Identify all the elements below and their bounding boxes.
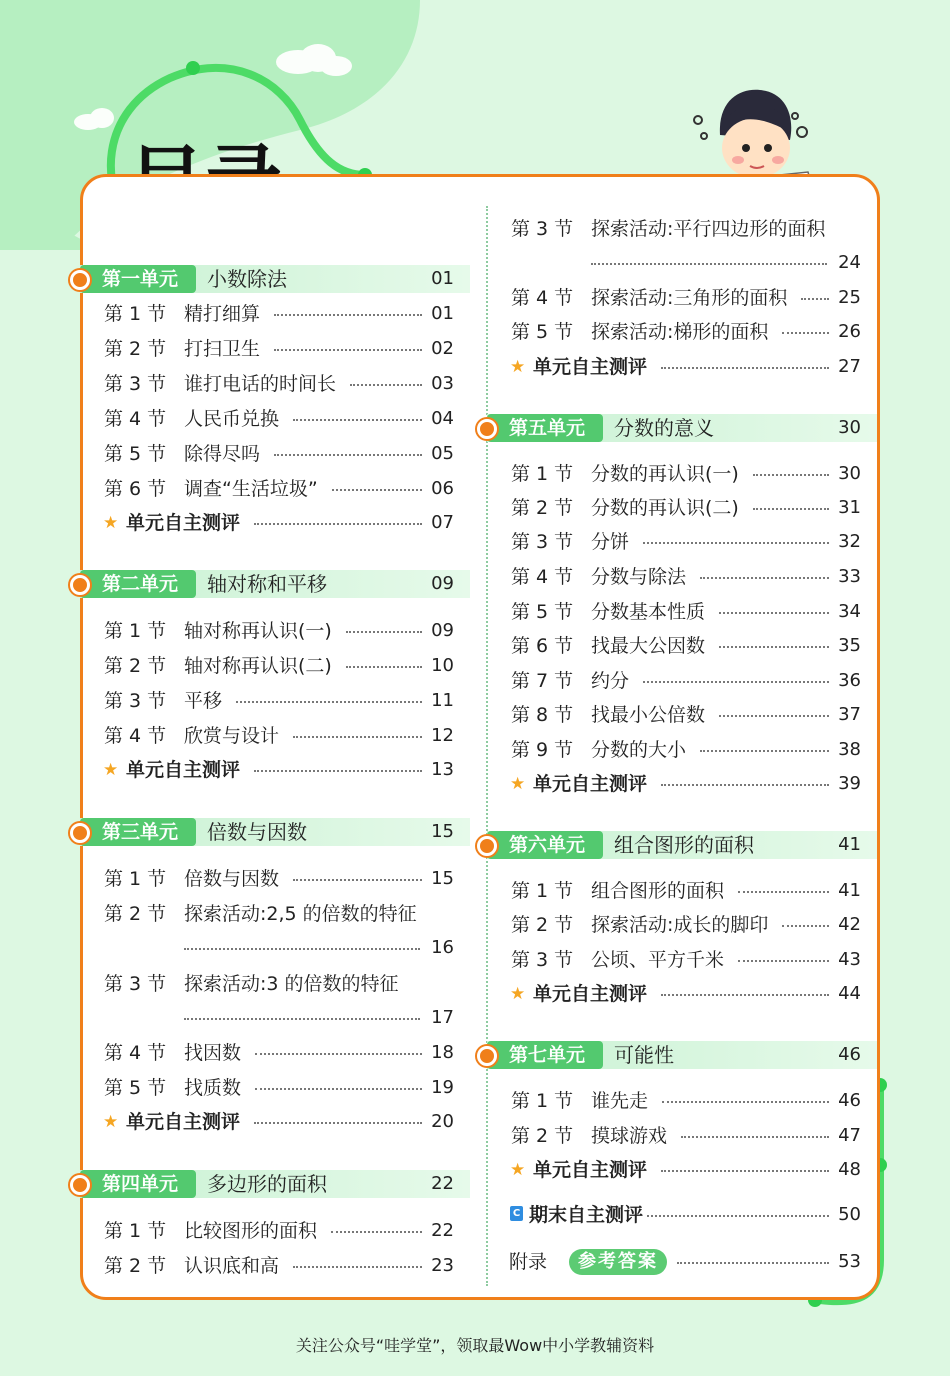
leader-dots xyxy=(801,298,829,300)
appendix-entry[interactable] xyxy=(477,1247,877,1277)
page-number: 16 xyxy=(431,937,454,958)
section-entry[interactable] xyxy=(70,1251,470,1281)
section-title: 倍数与因数 xyxy=(184,868,280,890)
section-entry[interactable] xyxy=(70,651,470,681)
leader-dots xyxy=(661,784,829,786)
section-title: 精打细算 xyxy=(184,303,261,325)
section-label: 第 2 节 xyxy=(104,655,167,677)
unit-header[interactable] xyxy=(70,817,470,847)
leader-dots xyxy=(346,631,422,633)
page-number: 20 xyxy=(431,1111,454,1132)
section-entry[interactable] xyxy=(70,899,470,958)
unit-marker-icon xyxy=(70,270,90,290)
section-label: 第 9 节 xyxy=(511,739,574,761)
page-number: 22 xyxy=(431,1220,454,1241)
page-number: 36 xyxy=(838,670,861,691)
section-entry[interactable] xyxy=(70,1073,470,1103)
section-title: 摸球游戏 xyxy=(591,1125,668,1147)
leader-dots xyxy=(753,508,829,510)
unit-header[interactable] xyxy=(70,569,470,599)
page-number: 34 xyxy=(838,601,861,622)
section-entry[interactable] xyxy=(477,597,877,627)
unit-review-entry[interactable] xyxy=(477,979,877,1009)
unit-review-entry[interactable] xyxy=(70,755,470,785)
unit-label: 第一单元 xyxy=(102,268,179,290)
section-entry[interactable] xyxy=(70,686,470,716)
page-number: 41 xyxy=(838,880,861,901)
page-number: 35 xyxy=(838,635,861,656)
page-number: 11 xyxy=(431,690,454,711)
section-title: 比较图形的面积 xyxy=(184,1220,318,1242)
page-number: 33 xyxy=(838,566,861,587)
section-label: 第 1 节 xyxy=(104,303,167,325)
section-label: 第 7 节 xyxy=(511,670,574,692)
page-number: 02 xyxy=(431,338,454,359)
unit-header[interactable] xyxy=(477,413,877,443)
page-number: 22 xyxy=(431,1173,454,1194)
page-number: 50 xyxy=(838,1204,861,1225)
page-number: 42 xyxy=(838,914,861,935)
page-number: 23 xyxy=(431,1255,454,1276)
section-title: 认识底和高 xyxy=(184,1255,280,1277)
section-label: 第 2 节 xyxy=(511,914,574,936)
page-number: 24 xyxy=(838,252,861,273)
page-number: 13 xyxy=(431,759,454,780)
page-number: 12 xyxy=(431,725,454,746)
section-entry[interactable] xyxy=(70,1038,470,1068)
leader-dots xyxy=(753,474,829,476)
section-entry[interactable] xyxy=(70,616,470,646)
section-title: 找因数 xyxy=(184,1042,242,1064)
leader-dots xyxy=(332,489,422,491)
page-number: 01 xyxy=(431,268,454,289)
section-label: 第 2 节 xyxy=(511,497,574,519)
section-label: 第 3 节 xyxy=(511,531,574,553)
section-title: 谁先走 xyxy=(591,1090,649,1112)
page-number: 37 xyxy=(838,704,861,725)
leader-dots xyxy=(738,960,829,962)
unit-title: 可能性 xyxy=(614,1043,674,1067)
appendix-label: 附录 xyxy=(509,1251,548,1273)
page-number: 38 xyxy=(838,739,861,760)
leader-dots xyxy=(293,419,422,421)
unit-review-entry[interactable] xyxy=(477,352,877,382)
page-number: 04 xyxy=(431,408,454,429)
review-title: 单元自主测评 xyxy=(126,1111,241,1133)
page-number: 43 xyxy=(838,949,861,970)
section-label: 第 4 节 xyxy=(511,566,574,588)
leader-dots xyxy=(591,263,827,265)
leader-dots xyxy=(677,1262,829,1264)
section-label: 第 1 节 xyxy=(511,463,574,485)
leader-dots xyxy=(661,367,829,369)
page-number: 53 xyxy=(838,1251,861,1272)
unit-label: 第五单元 xyxy=(509,417,586,439)
section-entry[interactable] xyxy=(477,214,877,273)
leader-dots xyxy=(254,770,422,772)
section-title: 探索活动:梯形的面积 xyxy=(591,321,769,343)
section-title: 分数的再认识(二) xyxy=(591,497,739,519)
unit-review-entry[interactable] xyxy=(70,508,470,538)
page-number: 10 xyxy=(431,655,454,676)
answers-chip: 参考答案 xyxy=(569,1249,667,1275)
unit-title: 小数除法 xyxy=(207,267,287,291)
section-label: 第 3 节 xyxy=(104,373,167,395)
section-entry[interactable] xyxy=(70,334,470,364)
section-label: 第 1 节 xyxy=(104,1220,167,1242)
leader-dots xyxy=(662,1101,829,1103)
section-title: 找质数 xyxy=(184,1077,242,1099)
leader-dots xyxy=(274,349,422,351)
section-title: 分数基本性质 xyxy=(591,601,706,623)
unit-marker-icon xyxy=(477,419,497,439)
section-entry[interactable] xyxy=(477,876,877,906)
page-number: 18 xyxy=(431,1042,454,1063)
leader-dots xyxy=(255,1053,422,1055)
unit-title: 分数的意义 xyxy=(614,416,714,440)
star-icon: ★ xyxy=(103,1112,119,1132)
final-review-entry[interactable] xyxy=(477,1200,877,1230)
section-title: 分数的大小 xyxy=(591,739,687,761)
footer-note: 关注公众号“哇学堂”，领取最Wow中小学教辅资料 xyxy=(295,1336,655,1355)
section-label: 第 4 节 xyxy=(104,725,167,747)
section-label: 第 5 节 xyxy=(511,321,574,343)
section-title: 找最大公因数 xyxy=(591,635,706,657)
unit-marker-icon xyxy=(477,836,497,856)
section-entry[interactable] xyxy=(70,299,470,329)
review-title: 单元自主测评 xyxy=(533,983,648,1005)
leader-dots xyxy=(274,454,422,456)
leader-dots xyxy=(254,1122,422,1124)
section-entry[interactable] xyxy=(477,493,877,523)
leader-dots xyxy=(346,666,422,668)
page-number: 15 xyxy=(431,821,454,842)
section-entry[interactable] xyxy=(477,1121,877,1151)
section-label: 第 2 节 xyxy=(104,903,167,925)
unit-review-entry[interactable] xyxy=(477,1155,877,1185)
page-number: 30 xyxy=(838,417,861,438)
section-label: 第 1 节 xyxy=(511,1090,574,1112)
leader-dots xyxy=(236,701,422,703)
page-number: 44 xyxy=(838,983,861,1004)
section-entry[interactable] xyxy=(70,721,470,751)
leader-dots xyxy=(700,577,829,579)
leader-dots xyxy=(643,542,829,544)
section-title: 约分 xyxy=(591,670,630,692)
section-entry[interactable] xyxy=(477,1086,877,1116)
page-number: 25 xyxy=(838,287,861,308)
section-entry[interactable] xyxy=(477,562,877,592)
leader-dots xyxy=(255,1088,422,1090)
unit-header[interactable] xyxy=(477,1040,877,1070)
section-label: 第 6 节 xyxy=(104,478,167,500)
page-number: 19 xyxy=(431,1077,454,1098)
unit-review-entry[interactable] xyxy=(477,769,877,799)
section-label: 第 4 节 xyxy=(511,287,574,309)
section-entry[interactable] xyxy=(477,317,877,347)
unit-title: 轴对称和平移 xyxy=(207,572,327,596)
section-title: 谁打电话的时间长 xyxy=(184,373,337,395)
section-label: 第 5 节 xyxy=(104,443,167,465)
section-title: 打扫卫生 xyxy=(184,338,261,360)
exam-badge-icon: C xyxy=(510,1206,523,1221)
section-title: 调查“生活垃圾” xyxy=(184,478,318,500)
unit-header[interactable] xyxy=(70,1169,470,1199)
section-entry[interactable] xyxy=(477,631,877,661)
section-title: 欣赏与设计 xyxy=(184,725,280,747)
star-icon: ★ xyxy=(510,357,526,377)
leader-dots xyxy=(782,925,829,927)
section-label: 第 2 节 xyxy=(104,338,167,360)
section-label: 第 3 节 xyxy=(511,949,574,971)
page-number: 46 xyxy=(838,1090,861,1111)
unit-marker-icon xyxy=(477,1046,497,1066)
page-number: 09 xyxy=(431,620,454,641)
leader-dots xyxy=(647,1215,829,1217)
section-entry[interactable] xyxy=(477,700,877,730)
unit-title: 多边形的面积 xyxy=(207,1172,327,1196)
section-title: 探索活动:三角形的面积 xyxy=(591,287,788,309)
leader-dots xyxy=(681,1136,829,1138)
section-label: 第 1 节 xyxy=(104,620,167,642)
leader-dots xyxy=(254,523,422,525)
review-title: 单元自主测评 xyxy=(126,759,241,781)
unit-label: 第二单元 xyxy=(102,573,179,595)
section-title: 探索活动:成长的脚印 xyxy=(591,914,769,936)
star-icon: ★ xyxy=(103,513,119,533)
page-number: 06 xyxy=(431,478,454,499)
page-number: 41 xyxy=(838,834,861,855)
leader-dots xyxy=(719,612,829,614)
unit-marker-icon xyxy=(70,1175,90,1195)
unit-label: 第七单元 xyxy=(509,1044,586,1066)
leader-dots xyxy=(661,994,829,996)
leader-dots xyxy=(331,1231,422,1233)
section-title: 分数与除法 xyxy=(591,566,687,588)
star-icon: ★ xyxy=(510,1160,526,1180)
section-label: 第 8 节 xyxy=(511,704,574,726)
section-title: 轴对称再认识(二) xyxy=(184,655,332,677)
section-entry[interactable] xyxy=(477,666,877,696)
page-number: 01 xyxy=(431,303,454,324)
section-title: 分饼 xyxy=(591,531,630,553)
leader-dots xyxy=(293,879,422,881)
leader-dots xyxy=(661,1170,829,1172)
section-entry[interactable] xyxy=(70,439,470,469)
section-title: 探索活动:平行四边形的面积 xyxy=(591,218,826,240)
final-review-title: 期末自主测评 xyxy=(529,1204,644,1226)
leader-dots xyxy=(700,750,829,752)
unit-header[interactable] xyxy=(70,264,470,294)
review-title: 单元自主测评 xyxy=(126,512,241,534)
page-number: 07 xyxy=(431,512,454,533)
unit-label: 第四单元 xyxy=(102,1173,179,1195)
leader-dots xyxy=(274,314,422,316)
unit-review-entry[interactable] xyxy=(70,1107,470,1137)
unit-title: 组合图形的面积 xyxy=(614,833,754,857)
section-label: 第 3 节 xyxy=(511,218,574,240)
unit-header[interactable] xyxy=(477,830,877,860)
section-label: 第 3 节 xyxy=(104,973,167,995)
section-entry[interactable] xyxy=(70,969,470,1028)
unit-label: 第六单元 xyxy=(509,834,586,856)
section-title: 探索活动:2,5 的倍数的特征 xyxy=(184,903,417,925)
page-number: 31 xyxy=(838,497,861,518)
leader-dots xyxy=(184,1018,420,1020)
page-number: 05 xyxy=(431,443,454,464)
section-entry[interactable] xyxy=(477,910,877,940)
section-entry[interactable] xyxy=(477,527,877,557)
page-number: 46 xyxy=(838,1044,861,1065)
page-number: 17 xyxy=(431,1007,454,1028)
section-label: 第 1 节 xyxy=(511,880,574,902)
section-entry[interactable] xyxy=(70,369,470,399)
section-title: 除得尽吗 xyxy=(184,443,261,465)
leader-dots xyxy=(293,1266,422,1268)
section-label: 第 2 节 xyxy=(104,1255,167,1277)
star-icon: ★ xyxy=(510,774,526,794)
section-entry[interactable] xyxy=(70,404,470,434)
section-label: 第 2 节 xyxy=(511,1125,574,1147)
leader-dots xyxy=(782,332,829,334)
page-number: 15 xyxy=(431,868,454,889)
section-title: 人民币兑换 xyxy=(184,408,280,430)
section-title: 平移 xyxy=(184,690,223,712)
leader-dots xyxy=(738,891,829,893)
section-entry[interactable] xyxy=(70,864,470,894)
section-label: 第 5 节 xyxy=(104,1077,167,1099)
section-entry[interactable] xyxy=(477,945,877,975)
star-icon: ★ xyxy=(510,984,526,1004)
section-entry[interactable] xyxy=(70,474,470,504)
section-label: 第 5 节 xyxy=(511,601,574,623)
review-title: 单元自主测评 xyxy=(533,356,648,378)
leader-dots xyxy=(643,681,829,683)
page-number: 47 xyxy=(838,1125,861,1146)
leader-dots xyxy=(184,948,420,950)
review-title: 单元自主测评 xyxy=(533,1159,648,1181)
section-label: 第 4 节 xyxy=(104,1042,167,1064)
leader-dots xyxy=(293,736,422,738)
page-number: 32 xyxy=(838,531,861,552)
section-entry[interactable] xyxy=(477,735,877,765)
unit-marker-icon xyxy=(70,823,90,843)
page-number: 26 xyxy=(838,321,861,342)
page-number: 09 xyxy=(431,573,454,594)
unit-title: 倍数与因数 xyxy=(207,820,307,844)
section-label: 第 6 节 xyxy=(511,635,574,657)
leader-dots xyxy=(719,715,829,717)
section-title: 公顷、平方千米 xyxy=(591,949,725,971)
page-number: 48 xyxy=(838,1159,861,1180)
leader-dots xyxy=(350,384,422,386)
section-label: 第 3 节 xyxy=(104,690,167,712)
page-number: 39 xyxy=(838,773,861,794)
section-entry[interactable] xyxy=(70,1216,470,1246)
unit-marker-icon xyxy=(70,575,90,595)
section-entry[interactable] xyxy=(477,283,877,313)
unit-label: 第三单元 xyxy=(102,821,179,843)
page-number: 03 xyxy=(431,373,454,394)
section-title: 组合图形的面积 xyxy=(591,880,725,902)
section-title: 找最小公倍数 xyxy=(591,704,706,726)
star-icon: ★ xyxy=(103,760,119,780)
section-title: 分数的再认识(一) xyxy=(591,463,739,485)
section-title: 轴对称再认识(一) xyxy=(184,620,332,642)
leader-dots xyxy=(719,646,829,648)
section-entry[interactable] xyxy=(477,459,877,489)
section-label: 第 4 节 xyxy=(104,408,167,430)
section-title: 探索活动:3 的倍数的特征 xyxy=(184,973,399,995)
page-number: 30 xyxy=(838,463,861,484)
review-title: 单元自主测评 xyxy=(533,773,648,795)
section-label: 第 1 节 xyxy=(104,868,167,890)
page-number: 27 xyxy=(838,356,861,377)
